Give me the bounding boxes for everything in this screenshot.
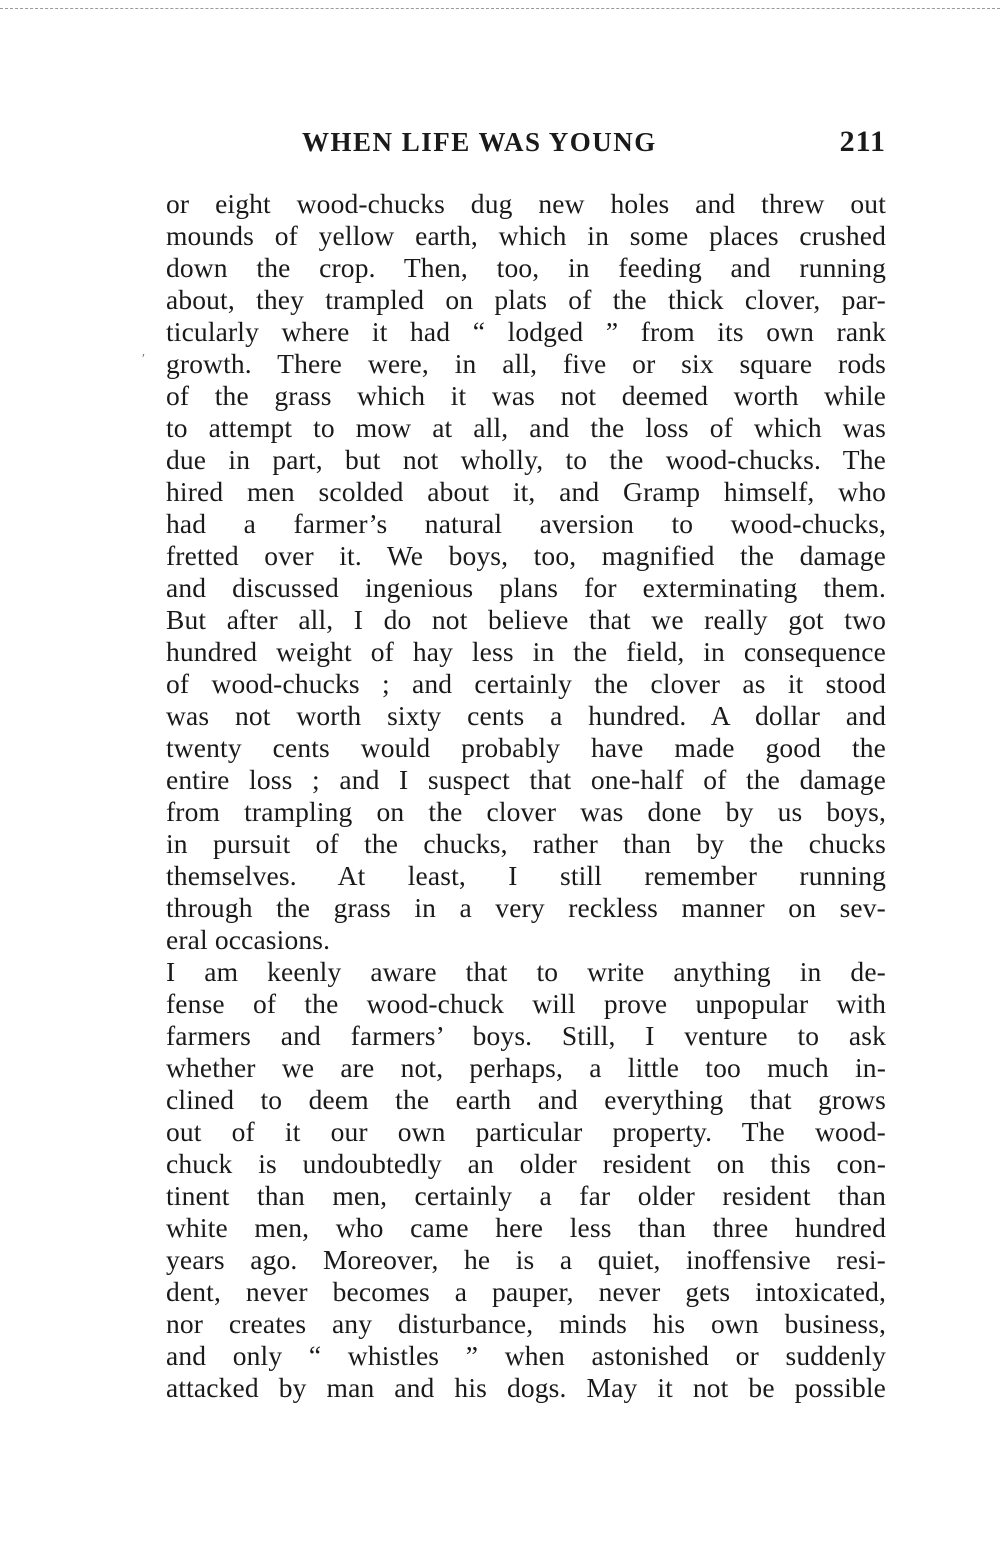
text-line: to attempt to mow at all, and the loss of which was bbox=[166, 412, 886, 443]
text-line: due in part, but not wholly, to the wood-chucks. The bbox=[166, 444, 886, 475]
body-text bbox=[166, 188, 886, 1404]
text-line: hundred weight of hay less in the field, in consequence bbox=[166, 636, 886, 667]
text-line: tinent than men, certainly a far older resident than bbox=[166, 1180, 886, 1211]
text-line: chuck is undoubtedly an older resident on this con- bbox=[166, 1148, 886, 1179]
text-line: about, they trampled on plats of the thick clover, par- bbox=[166, 284, 886, 315]
text-line: through the grass in a very reckless manner on sev- bbox=[166, 892, 886, 923]
text-line-paragraph-start: I am keenly aware that to write anything in de- bbox=[166, 956, 886, 987]
top-scan-rule bbox=[0, 8, 1000, 9]
text-line: in pursuit of the chucks, rather than by the chucks bbox=[166, 828, 886, 859]
text-line: of wood-chucks ; and certainly the clover as it stood bbox=[166, 668, 886, 699]
text-line: from trampling on the clover was done by us boys, bbox=[166, 796, 886, 827]
text-line: twenty cents would probably have made good the bbox=[166, 732, 886, 763]
text-line: years ago. Moreover, he is a quiet, inoffensive resi- bbox=[166, 1244, 886, 1275]
text-line: dent, never becomes a pauper, never gets intoxicated, bbox=[166, 1276, 886, 1307]
book-page bbox=[166, 118, 886, 1404]
text-line: down the crop. Then, too, in feeding and running bbox=[166, 252, 886, 283]
text-line: and discussed ingenious plans for exterminating them. bbox=[166, 572, 886, 603]
text-line: fense of the wood-chuck will prove unpopular with bbox=[166, 988, 886, 1019]
text-line: and only “ whistles ” when astonished or suddenly bbox=[166, 1340, 886, 1371]
running-title: WHEN LIFE WAS YOUNG bbox=[302, 127, 657, 157]
text-line: nor creates any disturbance, minds his own business, bbox=[166, 1308, 886, 1339]
text-line: entire loss ; and I suspect that one-half of the damage bbox=[166, 764, 886, 795]
text-line: or eight wood-chucks dug new holes and threw out bbox=[166, 188, 886, 219]
page-number: 211 bbox=[839, 125, 886, 158]
text-line-paragraph-end: eral occasions. bbox=[166, 924, 331, 955]
text-line: clined to deem the earth and everything that grows bbox=[166, 1084, 886, 1115]
text-line: white men, who came here less than three hundred bbox=[166, 1212, 886, 1243]
text-line: was not worth sixty cents a hundred. A dollar and bbox=[166, 700, 886, 731]
text-line: attacked by man and his dogs. May it not be possible bbox=[166, 1372, 886, 1403]
text-line: But after all, I do not believe that we really got two bbox=[166, 604, 886, 635]
text-line: hired men scolded about it, and Gramp himself, who bbox=[166, 476, 886, 507]
text-line: whether we are not, perhaps, a little too much in- bbox=[166, 1052, 886, 1083]
text-line: had a farmer’s natural aversion to wood-chucks, bbox=[166, 508, 886, 539]
text-line: ticularly where it had “ lodged ” from its own rank bbox=[166, 316, 886, 347]
text-line: themselves. At least, I still remember running bbox=[166, 860, 886, 891]
text-line: mounds of yellow earth, which in some places crushed bbox=[166, 220, 886, 251]
running-head bbox=[166, 118, 886, 166]
text-line: farmers and farmers’ boys. Still, I venture to ask bbox=[166, 1020, 886, 1051]
text-line: out of it our own particular property. The wood- bbox=[166, 1116, 886, 1147]
stray-ink-mark: ′ bbox=[142, 352, 146, 367]
text-line: growth. There were, in all, five or six square rods bbox=[166, 348, 886, 379]
text-line: fretted over it. We boys, too, magnified the damage bbox=[166, 540, 886, 571]
text-line: of the grass which it was not deemed worth while bbox=[166, 380, 886, 411]
